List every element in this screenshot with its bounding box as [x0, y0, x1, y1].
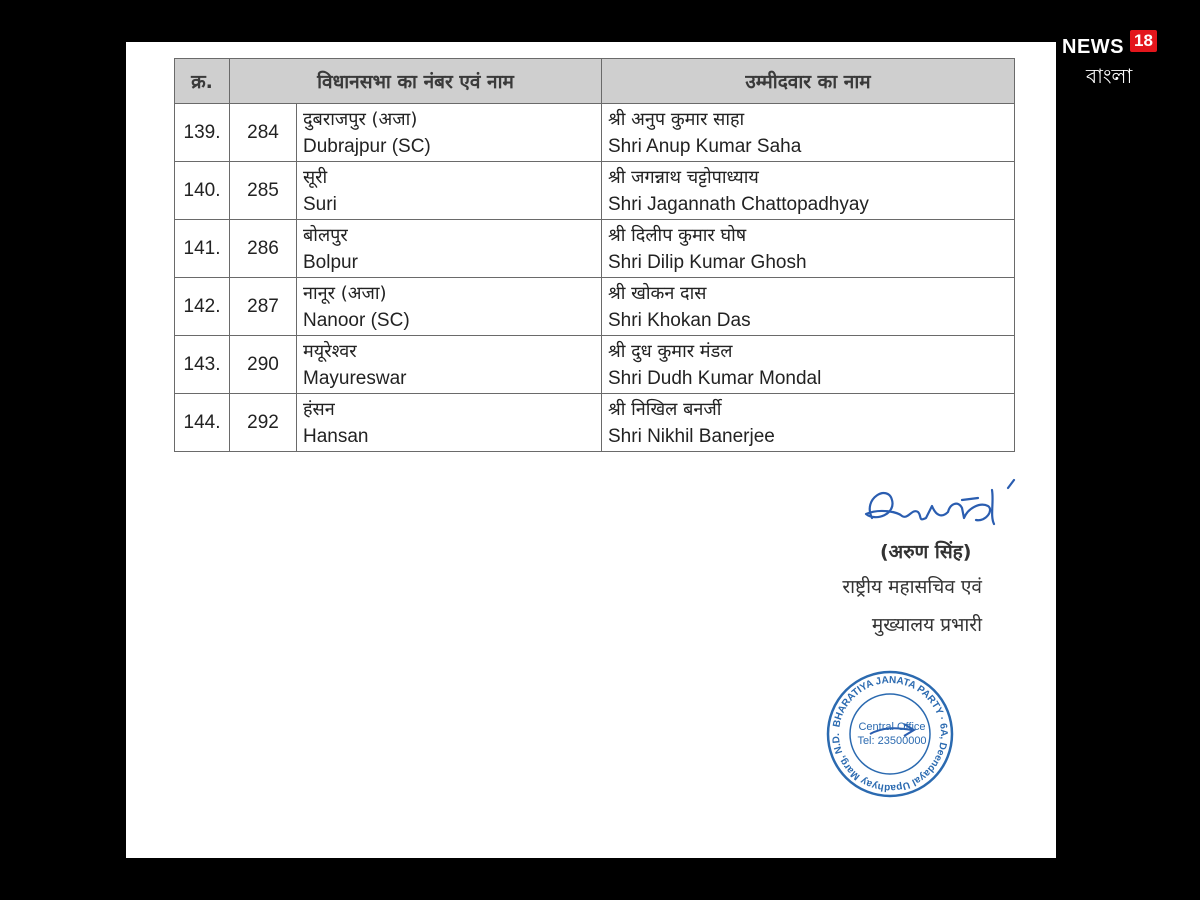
table-row [175, 104, 1015, 162]
constituency-name [297, 162, 602, 220]
serial-number: 143. [175, 336, 230, 394]
candidate-name [602, 394, 1015, 452]
candidate-name-hindi: श्री खोकन दास [608, 282, 707, 304]
candidate-name-english: Shri Khokan Das [608, 309, 751, 331]
candidate-name-english: Shri Dudh Kumar Mondal [608, 367, 822, 389]
serial-number: 139. [175, 104, 230, 162]
stamp-line: Tel: 23500000 [857, 735, 927, 747]
constituency-number: 285 [230, 162, 297, 220]
news18-bangla-logo [1062, 30, 1172, 86]
serial-number: 141. [175, 220, 230, 278]
constituency-name-english: Bolpur [303, 251, 358, 273]
constituency-name-hindi: मयूरेश्वर [303, 340, 357, 362]
constituency-name [297, 278, 602, 336]
candidate-name-english: Shri Nikhil Banerjee [608, 425, 775, 447]
constituency-name-hindi: दुबराजपुर (अजा) [303, 108, 418, 130]
constituency-name [297, 220, 602, 278]
candidate-name [602, 162, 1015, 220]
constituency-number: 292 [230, 394, 297, 452]
candidate-name-hindi: श्री दिलीप कुमार घोष [608, 224, 747, 246]
table-row [175, 162, 1015, 220]
constituency-name [297, 104, 602, 162]
header-candidate: उम्मीदवार का नाम [602, 59, 1015, 104]
constituency-name-english: Suri [303, 193, 337, 215]
candidate-name-hindi: श्री अनुप कुमार साहा [608, 108, 745, 130]
table-row [175, 394, 1015, 452]
candidate-name-hindi: श्री जगन्नाथ चट्टोपाध्याय [608, 166, 759, 188]
constituency-name [297, 394, 602, 452]
constituency-number: 286 [230, 220, 297, 278]
stamp-center-text [852, 720, 932, 748]
serial-number: 140. [175, 162, 230, 220]
constituency-name-english: Nanoor (SC) [303, 309, 410, 331]
serial-number: 142. [175, 278, 230, 336]
stamp-line: Central Office [858, 721, 926, 733]
constituency-name-hindi: हंसन [303, 398, 335, 420]
signatory-designation [842, 568, 982, 644]
candidate-table [174, 58, 1015, 452]
candidate-name [602, 104, 1015, 162]
logo-language: বাংলা [1086, 64, 1133, 88]
table-header-row [175, 59, 1015, 104]
signatory-name: (अरुण सिंह) [880, 541, 972, 563]
constituency-name [297, 336, 602, 394]
constituency-name-english: Mayureswar [303, 367, 407, 389]
logo-brand: NEWS [1062, 36, 1124, 58]
constituency-name-english: Dubrajpur (SC) [303, 135, 431, 157]
designation-line: मुख्यालय प्रभारी [871, 614, 982, 636]
header-constituency: विधानसभा का नंबर एवं नाम [230, 59, 602, 104]
constituency-number: 287 [230, 278, 297, 336]
constituency-number: 284 [230, 104, 297, 162]
designation-line: राष्ट्रीय महासचिव एवं [842, 576, 982, 598]
constituency-name-hindi: सूरी [303, 166, 328, 188]
constituency-name-hindi: बोलपुर [303, 224, 348, 246]
candidate-name-english: Shri Anup Kumar Saha [608, 135, 802, 157]
candidate-name-english: Shri Dilip Kumar Ghosh [608, 251, 807, 273]
constituency-name-hindi: नानूर (अजा) [303, 282, 387, 304]
svg-text:BHARATIYA JANATA PARTY · 6A, D: BHARATIYA JANATA PARTY · 6A, Deendayal Upadhyay Marg, N.D. [830, 674, 950, 794]
table-row [175, 278, 1015, 336]
candidate-name-hindi: श्री दुध कुमार मंडल [608, 340, 733, 362]
candidate-name-english: Shri Jagannath Chattopadhyay [608, 193, 869, 215]
candidate-name [602, 220, 1015, 278]
table-row [175, 220, 1015, 278]
candidate-name [602, 278, 1015, 336]
constituency-number: 290 [230, 336, 297, 394]
constituency-name-english: Hansan [303, 425, 369, 447]
header-serial: क्र. [175, 59, 230, 104]
table-row [175, 336, 1015, 394]
candidate-name-hindi: श्री निखिल बनर्जी [608, 398, 722, 420]
serial-number: 144. [175, 394, 230, 452]
logo-number: 18 [1130, 30, 1157, 52]
candidate-name [602, 336, 1015, 394]
